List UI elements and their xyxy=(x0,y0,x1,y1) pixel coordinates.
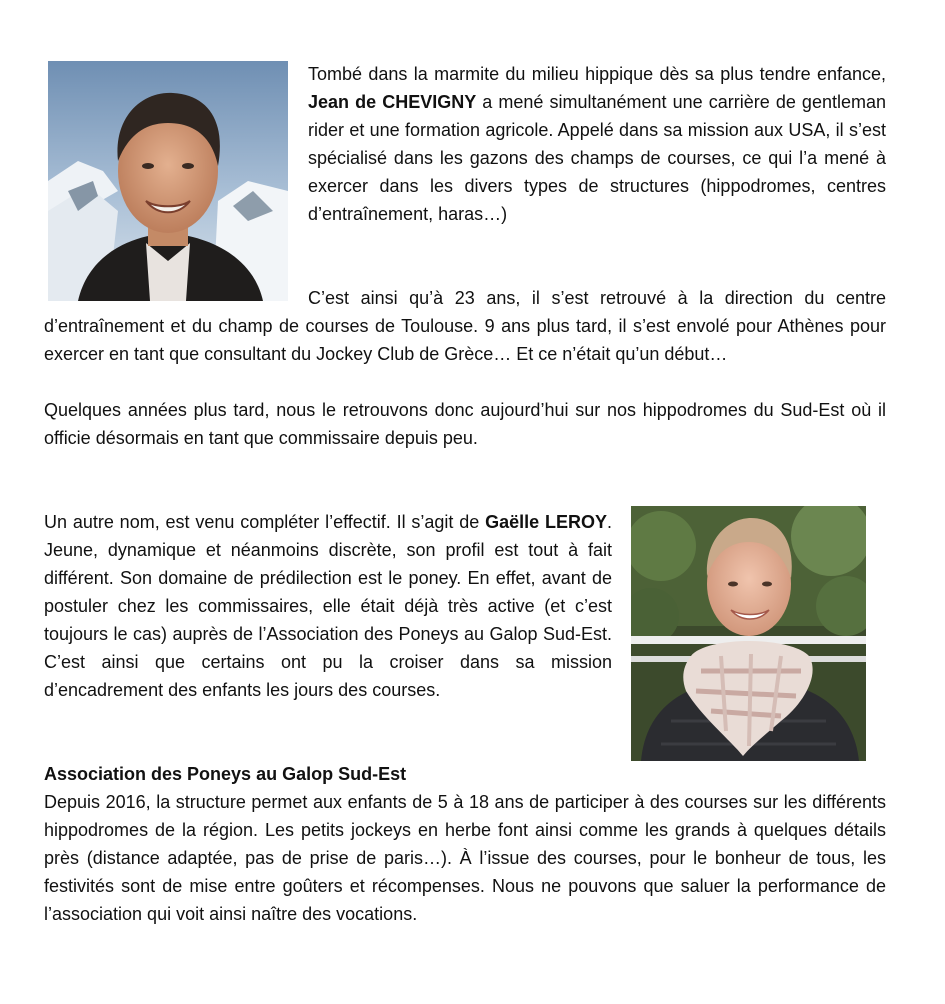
intro-text-start: Tombé dans la marmite du milieu hippique dès sa plus tendre enfance, xyxy=(308,64,886,84)
portrait-photo-jean-de-chevigny xyxy=(48,61,288,301)
association-heading: Association des Poneys au Galop Sud-Est xyxy=(44,764,407,784)
person-name-gaelle: Gaëlle LEROY xyxy=(485,512,607,532)
intro-text-end: a mené simultanément une carrière de gentleman rider et une formation agricole. Appelé dans sa mission aux USA, il s’est spécialisé dans les gazons des champs de courses, ce qui l’a mené à exercer dans les divers types de structures (hippodromes, centres d’entraînement, haras…) xyxy=(308,92,886,224)
career-paragraph-jean: C’est ainsi qu’à 23 ans, il s’est retrouvé à la direction du centre d’entraînement et du champ de courses de Toulouse. 9 ans plus tard, il s’est envolé pour Athènes pour exercer en tant que consultant du Jockey Club de Grèce… Et ce n’était qu’un début… xyxy=(44,288,886,364)
portrait-photo-gaelle-leroy xyxy=(631,506,866,761)
intro-text-end: . Jeune, dynamique et néanmoins discrète, son profil est tout à fait différent. Son domaine de prédilection est le poney. En effet, avant de postuler chez les commissaires, elle était déjà très active (et c’est toujours le cas) auprès de l’Association des Poneys au Galop Sud-Est. C’est ainsi que certains ont pu la croiser dans sa mission d’encadrement des enfants les jours des courses. xyxy=(44,512,612,700)
association-paragraph: Depuis 2016, la structure permet aux enfants de 5 à 18 ans de participer à des courses sur les différents hippodromes de la région. Les petits jockeys en herbe font ainsi comme les grands à quelques détails près (distance adaptée, pas de prise de paris…). À l’issue des courses, pour le bonheur de tous, les festivités sont de mise entre goûters et récompenses. Nous ne pouvons que saluer la performance de l’association qui voit ainsi naître des vocations. xyxy=(44,792,886,924)
intro-paragraph-gaelle xyxy=(44,508,612,704)
intro-text-start: Un autre nom, est venu compléter l’effectif. Il s’agit de xyxy=(44,512,486,532)
person-name-jean: Jean de CHEVIGNY xyxy=(308,92,477,112)
intro-paragraph-jean xyxy=(308,60,886,228)
current-role-paragraph-jean: Quelques années plus tard, nous le retrouvons donc aujourd’hui sur nos hippodromes du Sud-Est où il officie désormais en tant que commissaire depuis peu. xyxy=(44,400,886,448)
